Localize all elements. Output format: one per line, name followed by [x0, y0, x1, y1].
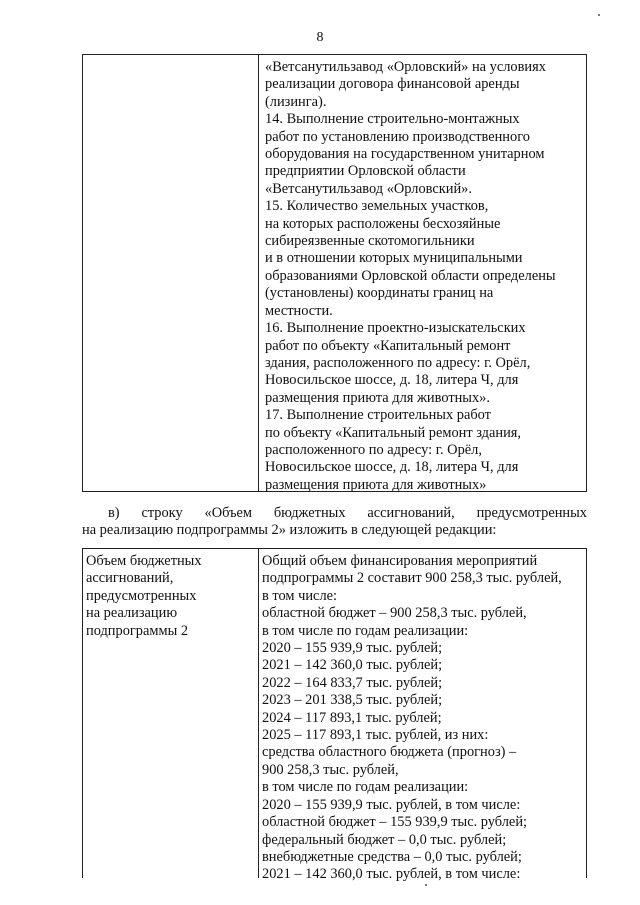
- budget-value-line: областной бюджет – 900 258,3 тыс. рублей,: [262, 605, 527, 622]
- table1-line: реализации договора финансовой аренды: [265, 76, 520, 93]
- table1-line: и в отношении которых муниципальными: [265, 250, 523, 267]
- paragraph-line: в) строку «Объем бюджетных ассигнований, предусмотренных: [108, 505, 587, 521]
- table1-line: размещения приюта для животных»: [265, 476, 487, 493]
- table1-line: на которых расположены бесхозяйные: [265, 215, 501, 232]
- budget-value-line: 2020 – 155 939,9 тыс. рублей, в том числе:: [262, 796, 521, 813]
- budget-value-line: федеральный бюджет – 0,0 тыс. рублей;: [262, 831, 507, 848]
- table1-line: предприятии Орловской области: [265, 163, 466, 180]
- table1-line: Новосильское шоссе, д. 18, литера Ч, для: [265, 459, 519, 476]
- table1-line: работ по установлению производственного: [265, 128, 530, 145]
- budget-value-line: 2021 – 142 360,0 тыс. рублей;: [262, 657, 443, 674]
- table1-line: «Ветсанутильзавод «Орловский».: [265, 180, 472, 197]
- table1-line: здания, расположенного по адресу: г. Орёл,: [265, 354, 531, 371]
- budget-value-line: внебюджетные средства – 0,0 тыс. рублей;: [262, 848, 522, 865]
- budget-value-line: в том числе по годам реализации:: [262, 779, 469, 796]
- table1-line: 16. Выполнение проектно-изыскательских: [265, 320, 526, 337]
- table1-line: сибиреязвенные скотомогильники: [265, 233, 475, 250]
- table1-line: местности.: [265, 302, 333, 319]
- budget-value-line: 2024 – 117 893,1 тыс. рублей;: [262, 709, 442, 726]
- budget-value-line: 2023 – 201 338,5 тыс. рублей;: [262, 692, 443, 709]
- budget-value-line: 2025 – 117 893,1 тыс. рублей, из них:: [262, 727, 489, 744]
- budget-value-cell: [259, 549, 586, 883]
- budget-value-line: 2020 – 155 939,9 тыс. рублей;: [262, 640, 443, 657]
- continuation-table: [82, 54, 587, 492]
- budget-value-line: средства областного бюджета (прогноз) –: [262, 744, 517, 761]
- table1-line: «Ветсанутильзавод «Орловский» на условиях: [265, 59, 546, 75]
- budget-value-line: подпрограммы 2 составит 900 258,3 тыс. рублей,: [262, 570, 562, 587]
- table1-right-cell: [259, 55, 586, 491]
- page-number: 8: [316, 30, 324, 45]
- budget-label-line: Объем бюджетных: [86, 553, 202, 569]
- table1-left-cell: [83, 55, 259, 491]
- table1-line: 14. Выполнение строительно-монтажных: [265, 111, 520, 128]
- budget-value-line: 2021 – 142 360,0 тыс. рублей, в том числе:: [262, 866, 521, 883]
- budget-value-line: в том числе:: [262, 587, 338, 604]
- budget-label-line: предусмотренных: [86, 587, 197, 604]
- table1-line: (установлены) координаты границ на: [265, 285, 494, 302]
- budget-value-line: Общий объем финансирования мероприятий: [262, 553, 538, 569]
- budget-value-line: 2022 – 164 833,7 тыс. рублей;: [262, 674, 443, 691]
- table1-line: 15. Количество земельных участков,: [265, 198, 489, 215]
- scan-speck: [425, 884, 427, 886]
- budget-label-line: подпрограммы 2: [86, 622, 189, 639]
- budget-label-line: ассигнований,: [86, 570, 174, 587]
- budget-value-line: в том числе по годам реализации:: [262, 622, 469, 639]
- table1-line: оборудования на государственном унитарном: [265, 146, 545, 163]
- table1-line: расположенного по адресу: г. Орёл,: [265, 441, 482, 458]
- budget-value-line: 900 258,3 тыс. рублей,: [262, 761, 399, 778]
- budget-label-cell: [83, 549, 259, 878]
- table1-line: образованиями Орловской области определены: [265, 267, 556, 284]
- table1-line: по объекту «Капитальный ремонт здания,: [265, 424, 521, 441]
- table1-line: работ по объекту «Капитальный ремонт: [265, 337, 511, 354]
- budget-label-line: на реализацию: [86, 605, 178, 622]
- budget-table: [82, 548, 587, 883]
- table1-line: 17. Выполнение строительных работ: [265, 407, 491, 424]
- table1-line: Новосильское шоссе, д. 18, литера Ч, для: [265, 372, 519, 389]
- amendment-paragraph: [82, 505, 587, 540]
- budget-value-line: областной бюджет – 155 939,9 тыс. рублей;: [262, 814, 528, 831]
- table1-line: размещения приюта для животных».: [265, 389, 490, 406]
- table1-line: (лизинга).: [265, 93, 327, 110]
- scan-speck: [598, 14, 600, 16]
- paragraph-line: на реализацию подпрограммы 2» изложить в следующей редакции:: [82, 522, 497, 539]
